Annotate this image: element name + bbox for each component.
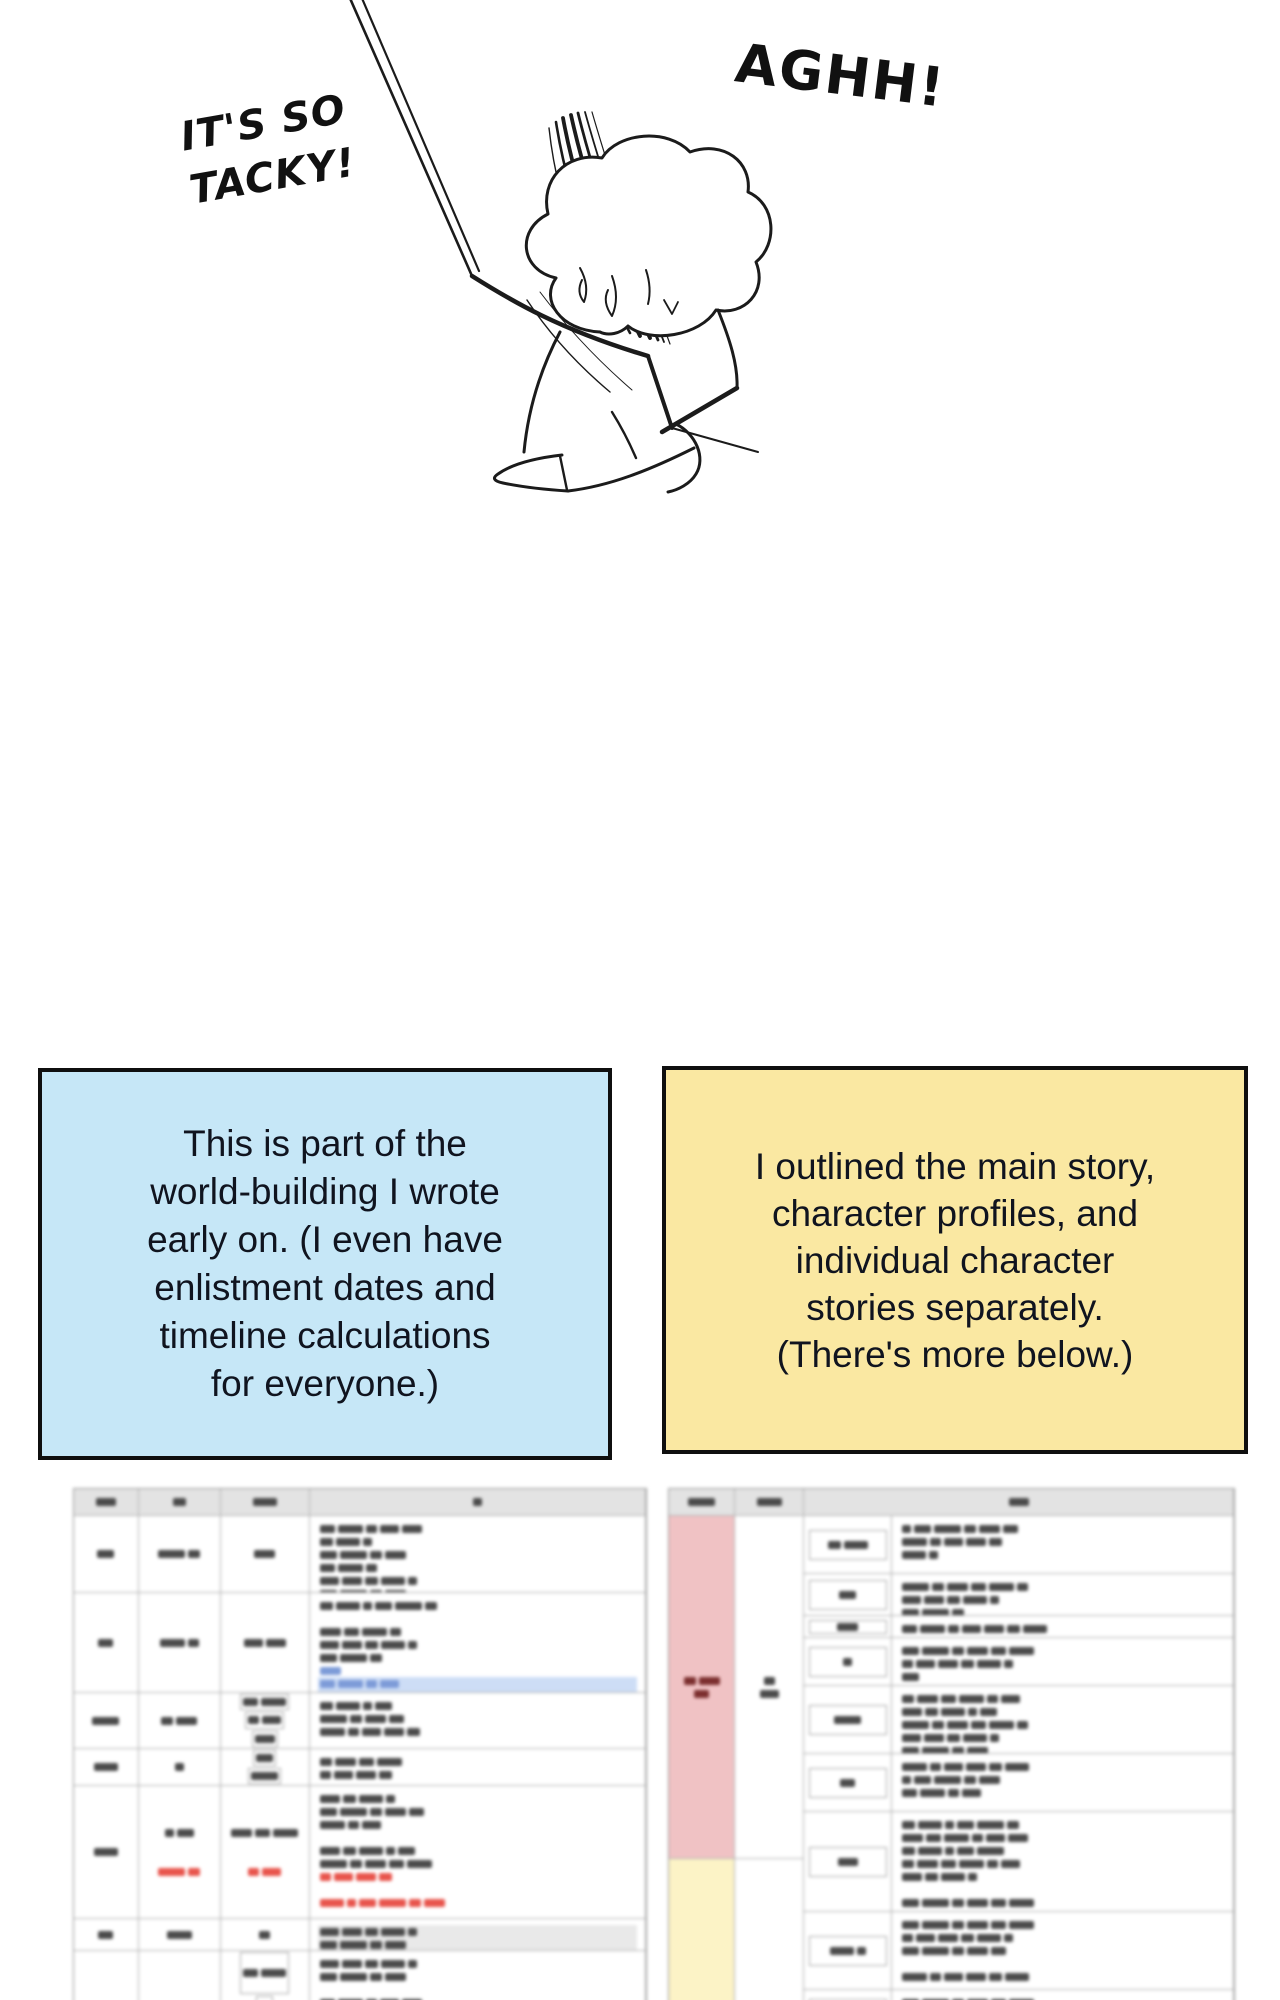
caption-line: timeline calculations xyxy=(159,1315,491,1356)
table-column xyxy=(804,1489,1234,2000)
blurred-text-line xyxy=(900,1883,1225,1896)
blurred-text-line xyxy=(810,1776,886,1789)
blurred-text-line xyxy=(221,1496,310,1509)
table-column xyxy=(735,1489,804,2000)
blurred-text-line xyxy=(318,1574,637,1587)
blurred-text-line xyxy=(318,1664,637,1677)
table-cell xyxy=(310,1951,646,2000)
table-row xyxy=(804,1616,1234,1638)
blurred-text-line xyxy=(900,1644,1225,1657)
blurred-text-line xyxy=(318,1831,637,1844)
blurred-text-line xyxy=(900,1818,1225,1831)
blurred-text-line xyxy=(221,1928,310,1941)
blurred-text-line xyxy=(900,1744,1225,1754)
table-cell xyxy=(804,1912,892,1990)
table-cell xyxy=(804,1754,892,1812)
blurred-text-line xyxy=(318,1638,637,1651)
blurred-text-line xyxy=(318,1712,637,1725)
table-cell xyxy=(892,1516,1234,1574)
blurred-text-line xyxy=(900,1692,1225,1705)
table-cell xyxy=(804,1516,892,1574)
table-cell xyxy=(669,1859,735,2000)
blurred-text-line xyxy=(254,1752,275,1765)
blurred-text-line xyxy=(74,1496,138,1509)
blurred-text-line xyxy=(139,1636,220,1649)
mini-label-cell xyxy=(253,1750,276,1766)
mini-label-cell xyxy=(240,1952,289,1994)
table-cell xyxy=(892,1686,1234,1754)
blurred-text-line xyxy=(318,1844,637,1857)
table-cell xyxy=(735,1516,804,1859)
blurred-text-line xyxy=(318,1938,637,1951)
blurred-text-line xyxy=(900,1857,1225,1870)
blurred-text-line xyxy=(318,1625,637,1638)
blurred-text-line xyxy=(139,1928,220,1941)
blurred-text-line xyxy=(318,1883,637,1896)
blurred-text-line xyxy=(900,1844,1225,1857)
blurred-text-line xyxy=(221,1865,310,1878)
blurred-text-line xyxy=(900,1870,1225,1883)
table-column xyxy=(669,1489,735,2000)
blurred-text-line xyxy=(735,1674,803,1687)
mini-label-cell xyxy=(256,1996,273,2000)
blurred-text-line xyxy=(139,1852,220,1865)
blurred-text-line xyxy=(900,1957,1225,1970)
blurred-text-line xyxy=(221,1852,310,1865)
blurred-text-line xyxy=(735,1496,803,1509)
table-cell xyxy=(804,1489,1234,1516)
blurred-text-line xyxy=(318,1535,637,1548)
blurred-text-line xyxy=(318,1792,637,1805)
tacky-line-2: TACKY! xyxy=(186,139,360,214)
blurred-text-line xyxy=(669,1674,734,1687)
table-row xyxy=(804,1516,1234,1574)
blurred-text-line xyxy=(900,1786,1225,1799)
caption-line: early on. (I even have xyxy=(147,1219,503,1260)
blurred-text-line xyxy=(74,1846,138,1859)
table-cell xyxy=(804,1574,892,1616)
caption-line: This is part of the xyxy=(183,1123,467,1164)
table-cell xyxy=(74,1489,139,1516)
tacky-line-1: IT'S SO xyxy=(177,86,350,161)
caption-line: stories separately. xyxy=(806,1286,1104,1328)
mini-label-cell xyxy=(809,1530,887,1560)
table-cell xyxy=(804,1812,892,1912)
mini-label-cell xyxy=(809,1580,887,1610)
table-row xyxy=(804,1754,1234,1812)
blurred-text-line xyxy=(900,1670,1225,1683)
blurred-text-line xyxy=(139,1714,220,1727)
blurred-text-line xyxy=(900,1831,1225,1844)
mini-label-cell xyxy=(245,1712,284,1728)
table-cell xyxy=(892,1638,1234,1686)
blurred-text-line xyxy=(139,1761,220,1774)
table-cell xyxy=(74,1593,139,1693)
table-row xyxy=(804,1638,1234,1686)
table-row xyxy=(804,1990,1234,2000)
blurred-text-line xyxy=(318,1599,637,1612)
table-cell xyxy=(892,1754,1234,1812)
blurred-text-line xyxy=(804,1496,1233,1509)
blurred-text-line xyxy=(139,1496,220,1509)
blurred-text-line xyxy=(318,1805,637,1818)
caption-line: world-building I wrote xyxy=(150,1171,500,1212)
table-cell xyxy=(892,1912,1234,1990)
table-column xyxy=(74,1489,139,2000)
blurred-text-line xyxy=(318,1651,637,1664)
blurred-text-line xyxy=(900,1996,1225,2000)
blurred-text-line xyxy=(900,1918,1225,1931)
blurred-text-line xyxy=(810,1620,886,1633)
blurred-text-line xyxy=(74,1714,138,1727)
table-cell xyxy=(221,1786,311,1919)
table-cell xyxy=(892,1574,1234,1616)
blurred-text-line xyxy=(318,1548,637,1561)
caption-line: (There's more below.) xyxy=(776,1333,1134,1375)
blurred-text-line xyxy=(318,1818,637,1831)
table-cell xyxy=(221,1693,311,1749)
blurred-text-line xyxy=(318,1561,637,1574)
mini-label-cell xyxy=(809,1768,887,1798)
table-cell xyxy=(804,1616,892,1638)
table-row xyxy=(804,1574,1234,1616)
table-cell xyxy=(892,1990,1234,2000)
blurred-text-line xyxy=(139,1865,220,1878)
blurred-text-line xyxy=(318,1725,637,1738)
table-cell xyxy=(74,1516,139,1593)
blurred-text-line xyxy=(318,1983,637,1996)
blurred-text-line xyxy=(900,1535,1225,1548)
table-cell xyxy=(804,1990,892,2000)
blurred-text-line xyxy=(669,1687,734,1700)
table-cell xyxy=(310,1489,646,1516)
table-cell xyxy=(735,1859,804,2000)
blurred-text-line xyxy=(318,1957,637,1970)
blurred-text-line xyxy=(900,1593,1225,1606)
blurred-text-line xyxy=(900,1944,1225,1957)
blurred-text-line xyxy=(318,1522,637,1535)
blurred-text-line xyxy=(318,1768,637,1781)
blurred-text-line xyxy=(221,1548,310,1561)
table-cell xyxy=(74,1951,139,2000)
blurred-text-line xyxy=(318,1699,637,1712)
blurred-text-line xyxy=(241,1966,288,1979)
blurred-text-line xyxy=(810,1944,886,1957)
table-cell xyxy=(221,1593,311,1693)
blurred-text-line xyxy=(900,1731,1225,1744)
blurred-text-line xyxy=(810,1538,886,1551)
table-cell xyxy=(804,1686,892,1754)
blurred-text-line xyxy=(221,1826,310,1839)
blurred-text-line xyxy=(139,1826,220,1839)
table-cell xyxy=(139,1693,221,1749)
table-column xyxy=(139,1489,221,2000)
table-cell xyxy=(310,1516,646,1593)
table-cell xyxy=(669,1489,735,1516)
blurred-text-line xyxy=(318,1996,637,2000)
blurred-text-line xyxy=(318,1677,637,1690)
blurred-text-line xyxy=(318,1755,637,1768)
blurred-text-line xyxy=(810,1655,886,1668)
blurred-text-line xyxy=(669,1496,734,1509)
blurred-text-line xyxy=(810,1855,886,1868)
blurred-text-line xyxy=(900,1896,1225,1909)
table-column xyxy=(310,1489,646,2000)
table-cell xyxy=(892,1812,1234,1912)
blurred-text-line xyxy=(900,1580,1225,1593)
blurred-text-line xyxy=(810,1713,886,1726)
character-table-right xyxy=(668,1488,1235,2000)
blurred-text-line xyxy=(241,1696,288,1709)
worldbuilding-table-left xyxy=(73,1488,647,2000)
blurred-text-line xyxy=(900,1657,1225,1670)
mini-label-cell xyxy=(248,1768,281,1784)
blurred-text-line xyxy=(249,1770,280,1783)
blurred-text-line xyxy=(74,1928,138,1941)
blurred-text-line xyxy=(900,1970,1225,1983)
blurred-text-line xyxy=(318,1896,637,1909)
blurred-text-line xyxy=(318,1857,637,1870)
blurred-text-line xyxy=(253,1732,277,1745)
blurred-text-line xyxy=(900,1622,1225,1635)
table-cell xyxy=(221,1749,311,1786)
blurred-text-line xyxy=(139,1839,220,1852)
table-cell xyxy=(735,1489,804,1516)
caption-line: for everyone.) xyxy=(210,1363,440,1404)
mini-label-cell xyxy=(809,1647,887,1677)
mini-label-cell xyxy=(809,1847,887,1877)
mini-label-cell xyxy=(252,1731,278,1747)
mini-label-cell xyxy=(240,1694,289,1710)
table-cell xyxy=(139,1749,221,1786)
blurred-text-line xyxy=(318,1970,637,1983)
blurred-text-line xyxy=(900,1760,1225,1773)
caption-line: I outlined the main story, xyxy=(754,1145,1156,1187)
mini-label-cell xyxy=(809,1936,887,1966)
table-cell xyxy=(139,1919,221,1951)
table-cell xyxy=(310,1593,646,1693)
table-cell xyxy=(669,1516,735,1859)
blurred-text-line xyxy=(735,1687,803,1700)
table-cell xyxy=(310,1786,646,1919)
table-cell xyxy=(74,1749,139,1786)
mini-label-cell xyxy=(809,1620,887,1634)
blurred-text-line xyxy=(139,1548,220,1561)
table-cell xyxy=(139,1786,221,1919)
caption-line: individual character xyxy=(795,1239,1115,1281)
table-cell xyxy=(804,1638,892,1686)
table-cell xyxy=(139,1951,221,2000)
caption-line: enlistment dates and xyxy=(154,1267,496,1308)
blurred-text-line xyxy=(318,1612,637,1625)
table-cell xyxy=(310,1749,646,1786)
table-cell xyxy=(74,1786,139,1919)
table-cell xyxy=(221,1489,311,1516)
blurred-text-line xyxy=(900,1718,1225,1731)
blurred-text-line xyxy=(221,1839,310,1852)
blurred-text-line xyxy=(900,1606,1225,1616)
table-cell xyxy=(221,1516,311,1593)
table-cell xyxy=(74,1919,139,1951)
table-cell xyxy=(139,1593,221,1693)
blurred-text-line xyxy=(900,1548,1225,1561)
blurred-text-line xyxy=(74,1636,138,1649)
table-cell xyxy=(74,1693,139,1749)
table-cell xyxy=(221,1919,311,1951)
blurred-text-line xyxy=(900,1931,1225,1944)
blurred-text-line xyxy=(310,1496,645,1509)
table-cell xyxy=(310,1693,646,1749)
table-cell xyxy=(139,1516,221,1593)
blurred-text-line xyxy=(900,1705,1225,1718)
table-row xyxy=(804,1812,1234,1912)
table-cell xyxy=(892,1616,1234,1638)
table-cell xyxy=(139,1489,221,1516)
blurred-text-line xyxy=(900,1522,1225,1535)
table-row xyxy=(804,1912,1234,1990)
blurred-text-line xyxy=(246,1714,283,1727)
agh-exclamation: AGHH! xyxy=(731,31,950,120)
blurred-text-line xyxy=(74,1761,138,1774)
blurred-text-line xyxy=(810,1588,886,1601)
table-row xyxy=(804,1686,1234,1754)
blurred-text-line xyxy=(318,1870,637,1883)
blurred-text-line xyxy=(318,1925,637,1938)
blurred-text-line xyxy=(74,1548,138,1561)
table-column xyxy=(221,1489,311,2000)
caption-line: character profiles, and xyxy=(771,1192,1139,1234)
blurred-text-line xyxy=(900,1773,1225,1786)
blurred-text-line xyxy=(221,1636,310,1649)
mini-label-cell xyxy=(809,1705,887,1735)
table-cell xyxy=(310,1919,646,1951)
table-cell xyxy=(221,1951,311,2000)
